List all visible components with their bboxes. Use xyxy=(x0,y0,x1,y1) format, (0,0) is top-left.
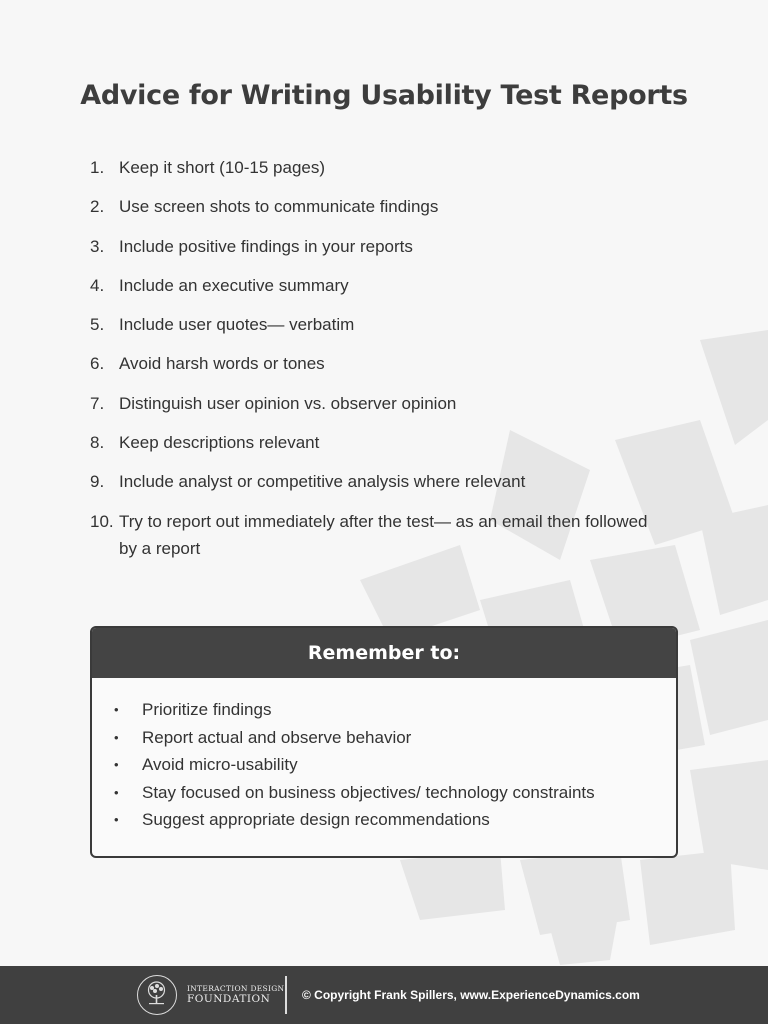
item-text: Stay focused on business objectives/ technology constraints xyxy=(142,782,595,802)
item-text: Suggest appropriate design recommendations xyxy=(142,810,490,829)
list-item xyxy=(114,779,676,807)
bullet-icon: • xyxy=(114,757,119,772)
item-text: Avoid micro-usability xyxy=(142,755,298,774)
footer-divider xyxy=(285,976,287,1014)
item-text: Include user quotes— verbatim xyxy=(119,315,355,335)
list-item xyxy=(90,429,650,456)
item-text: Include analyst or competitive analysis where relevant xyxy=(119,472,526,492)
item-text: Include an executive summary xyxy=(119,275,349,295)
item-text: Keep it short (10-15 pages) xyxy=(119,158,326,177)
item-text: Keep descriptions relevant xyxy=(119,433,320,453)
list-item xyxy=(90,468,650,495)
foundation-logo xyxy=(187,984,284,1005)
logo-line-1: INTERACTION DESIGN xyxy=(187,984,285,993)
tree-logo-icon xyxy=(137,975,177,1015)
item-text: Report actual and observe behavior xyxy=(142,727,412,747)
item-number: 8. xyxy=(90,433,105,453)
item-number: 3. xyxy=(90,236,105,256)
remember-list xyxy=(92,678,676,834)
bullet-icon: • xyxy=(114,784,119,800)
list-item xyxy=(114,751,676,779)
bullet-icon: • xyxy=(114,812,119,827)
copyright-text: © Copyright Frank Spillers, www.ExperienceDynamics.com xyxy=(302,988,640,1002)
logo-line-2: FOUNDATION xyxy=(187,993,271,1005)
item-text: Use screen shots to communicate findings xyxy=(119,197,439,217)
list-item xyxy=(90,311,650,338)
tree-icon xyxy=(138,976,175,1013)
footer xyxy=(0,966,768,1024)
item-number: 6. xyxy=(90,354,105,374)
list-item xyxy=(90,350,650,377)
list-item xyxy=(90,154,650,181)
list-item xyxy=(90,193,650,220)
list-item xyxy=(90,272,650,299)
item-text: Include positive findings in your reports xyxy=(119,236,413,256)
bullet-icon: • xyxy=(114,729,119,745)
item-text: Distinguish user opinion vs. observer opinion xyxy=(119,393,457,413)
page-title: Advice for Writing Usability Test Reports xyxy=(80,80,688,111)
list-item xyxy=(90,390,650,417)
advice-list xyxy=(90,154,650,574)
item-number: 5. xyxy=(90,315,105,335)
list-item xyxy=(114,724,676,752)
list-item xyxy=(114,806,676,834)
list-item xyxy=(114,696,676,724)
item-number: 4. xyxy=(90,275,105,295)
item-number: 9. xyxy=(90,472,105,492)
list-item xyxy=(90,233,650,260)
remember-box xyxy=(90,626,678,858)
item-text: Try to report out immediately after the test— as an email then followed by a report xyxy=(119,511,648,558)
item-text: Avoid harsh words or tones xyxy=(119,354,325,374)
item-number: 7. xyxy=(90,393,105,413)
item-text: Prioritize findings xyxy=(142,700,272,719)
item-number: 2. xyxy=(90,197,105,217)
item-number: 1. xyxy=(90,158,105,177)
list-item xyxy=(90,508,650,562)
bullet-icon: • xyxy=(114,702,119,717)
remember-heading: Remember to: xyxy=(92,628,676,678)
item-number: 10. xyxy=(90,511,114,531)
